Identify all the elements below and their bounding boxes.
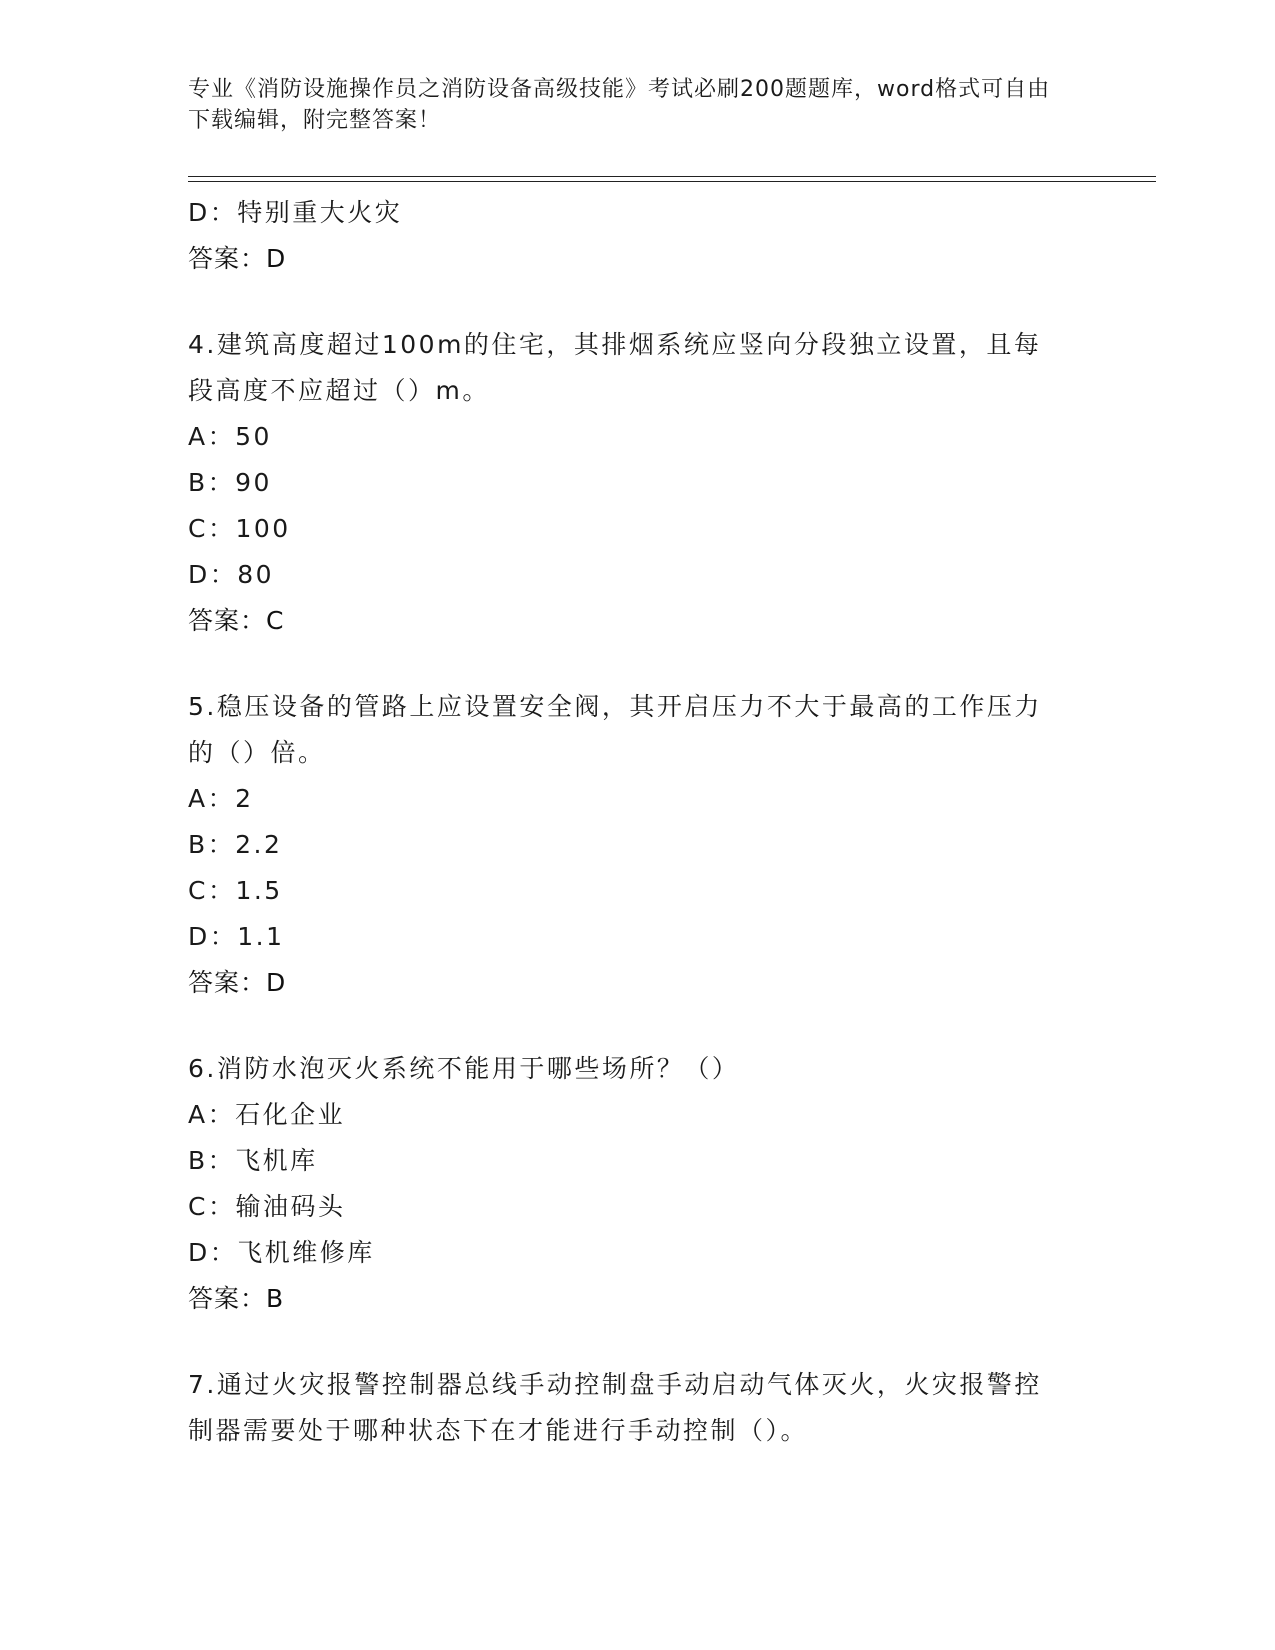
- option-c: C：100: [188, 514, 291, 543]
- answer-line: 答案：C: [188, 606, 285, 635]
- answer-line: 答案：D: [188, 968, 287, 997]
- question-4: [188, 322, 1088, 644]
- question-7: [188, 1362, 1088, 1454]
- option-a: A：50: [188, 422, 272, 451]
- option-d: D：飞机维修库: [188, 1238, 375, 1267]
- option-c: C：1.5: [188, 876, 283, 905]
- option-c: C：输油码头: [188, 1192, 346, 1221]
- question-stem: 6.消防水泡灭火系统不能用于哪些场所？（）: [188, 1054, 740, 1083]
- option-a: A：2: [188, 784, 254, 813]
- header-rule-top: [188, 176, 1156, 177]
- answer-line: 答案：D: [188, 244, 287, 273]
- option-d: D：80: [188, 560, 275, 589]
- previous-question-tail: [188, 190, 1088, 282]
- option-d: D：1.1: [188, 922, 285, 951]
- option-a: A：石化企业: [188, 1100, 346, 1129]
- question-stem: 4.建筑高度超过100m的住宅，其排烟系统应竖向分段独立设置，且每段高度不应超过（）m。: [188, 330, 1042, 405]
- option-d: D：特别重大火灾: [188, 198, 403, 227]
- question-stem: 5.稳压设备的管路上应设置安全阀，其开启压力不大于最高的工作压力的（）倍。: [188, 692, 1042, 767]
- answer-line: 答案：B: [188, 1284, 285, 1313]
- header-rule-bottom: [188, 181, 1156, 182]
- option-b: B：2.2: [188, 830, 283, 859]
- question-5: [188, 684, 1088, 1006]
- question-6: [188, 1046, 1088, 1322]
- option-b: B：90: [188, 468, 272, 497]
- question-stem: 7.通过火灾报警控制器总线手动控制盘手动启动气体灭火，火灾报警控制器需要处于哪种状态下在才能进行手动控制（）。: [188, 1370, 1042, 1445]
- document-body: [188, 190, 1088, 1454]
- document-header: 专业《消防设施操作员之消防设备高级技能》考试必刷200题题库，word格式可自由下载编辑，附完整答案！: [188, 77, 1051, 133]
- option-b: B：飞机库: [188, 1146, 318, 1175]
